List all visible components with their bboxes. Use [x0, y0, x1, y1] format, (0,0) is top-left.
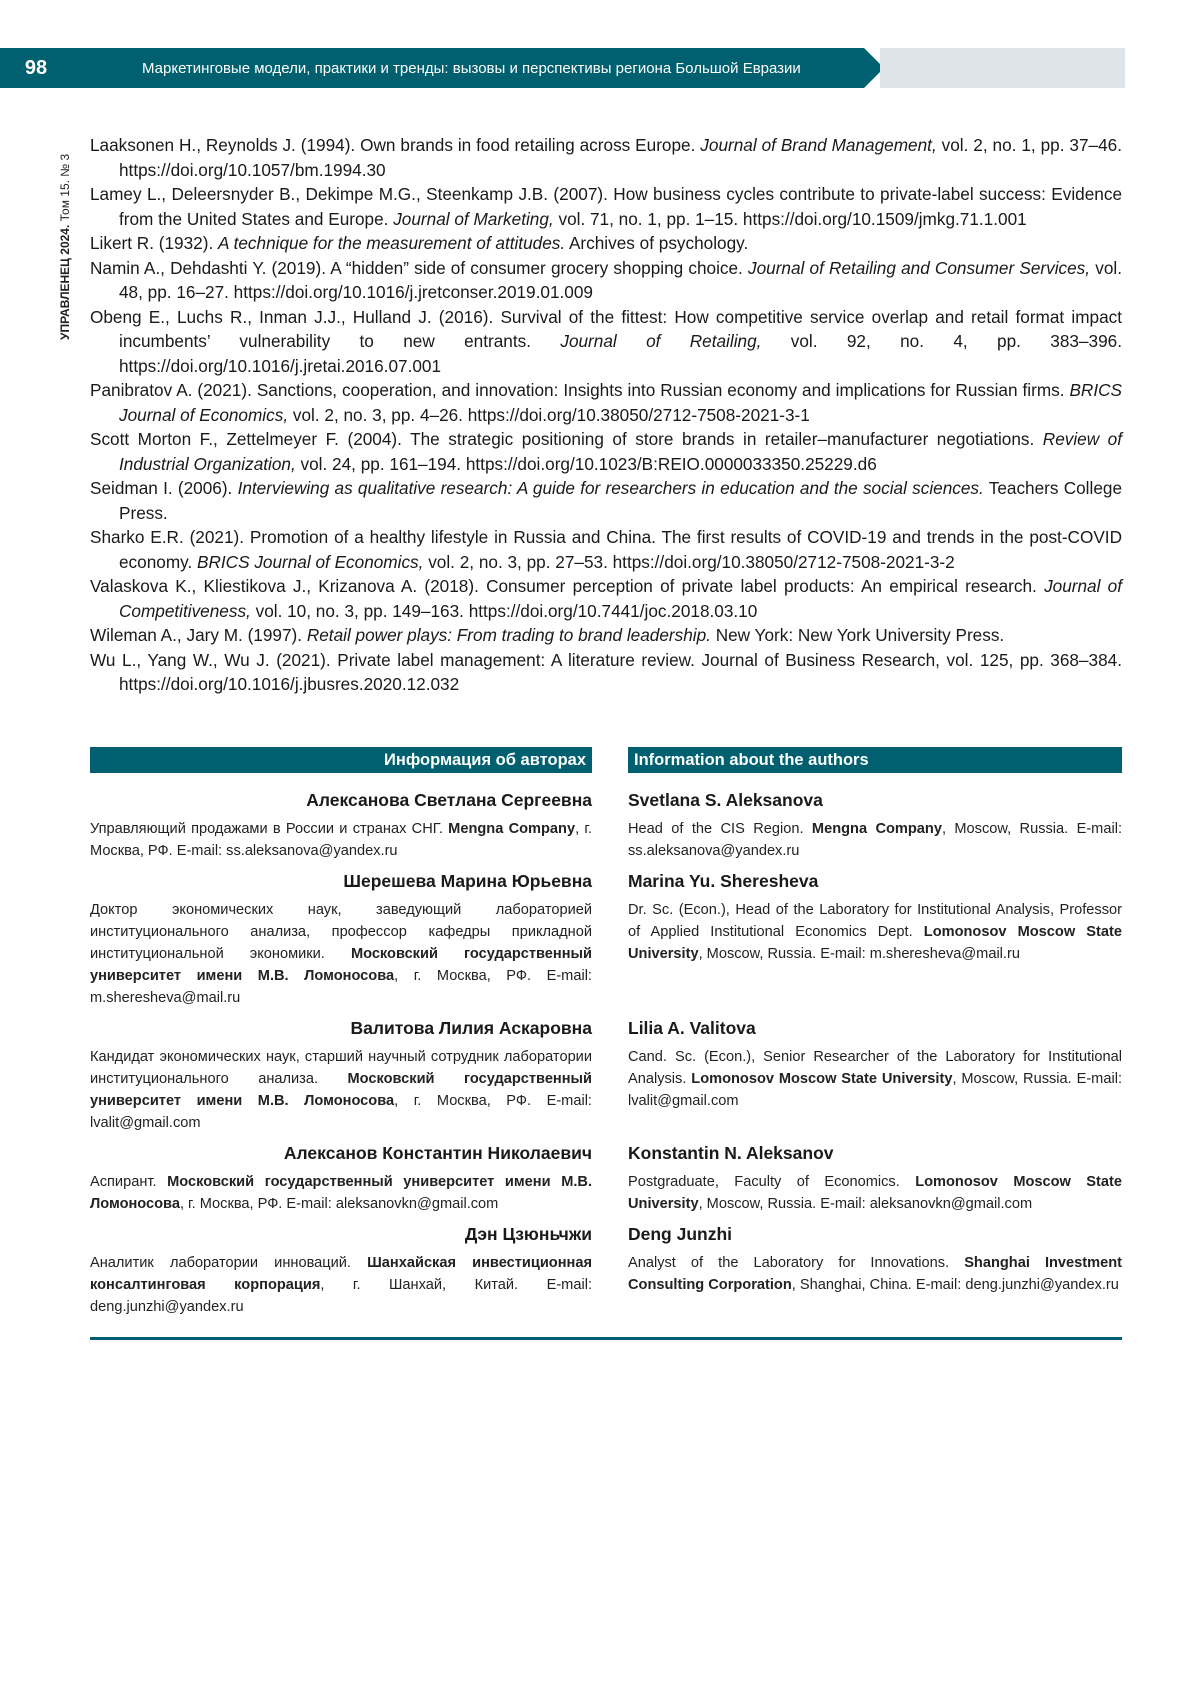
author-affiliation: Dr. Sc. (Econ.), Head of the Laboratory for Institutional Analysis, Professor of Applied Institutional Economics Dept. Lomonosov Moscow State University, Moscow, Russia. E-mail: m.sheresheva@mail.ru: [628, 899, 1122, 965]
author-name: Алексанов Константин Николаевич: [90, 1142, 592, 1164]
author-name: Дэн Цзюньчжи: [90, 1223, 592, 1245]
author-affiliation: Postgraduate, Faculty of Economics. Lomonosov Moscow State University, Moscow, Russia. E-mail: aleksanovkn@gmail.com: [628, 1171, 1122, 1215]
author-name: Marina Yu. Sheresheva: [628, 870, 1122, 892]
authors-heading-ru: Информация об авторах: [90, 747, 592, 773]
author-affiliation: Управляющий продажами в России и странах СНГ. Mengna Company, г. Москва, РФ. E-mail: ss.aleksanova@yandex.ru: [90, 818, 592, 862]
author-block-en: [628, 1142, 1122, 1215]
page-header: [0, 48, 1125, 88]
author-name: Svetlana S. Aleksanova: [628, 789, 1122, 811]
reference-item: Lamey L., Deleersnyder B., Dekimpe M.G., Steenkamp J.B. (2007). How business cycles contribute to private-label success: Evidence from the United States and Europe. Journal of Marketing, vol. 71, no. 1, pp. 1–15. https://doi.org/10.1509/jmkg.71.1.001: [90, 182, 1122, 231]
author-block-ru: [90, 1017, 592, 1134]
author-block-ru: [90, 1142, 592, 1215]
reference-item: Wileman A., Jary M. (1997). Retail power plays: From trading to brand leadership. New York: New York University Press.: [90, 623, 1122, 648]
side-running-text: [58, 154, 72, 340]
author-block-ru: [90, 1223, 592, 1318]
reference-item: Obeng E., Luchs R., Inman J.J., Hulland J. (2016). Survival of the fittest: How competitive service overlap and retail format impact incumbents’ vulnerability to new entrants. Journal of Retailing, vol. 92, no. 4, pp. 383–396. https://doi.org/10.1016/j.jretai.2016.07.001: [90, 305, 1122, 379]
side-journal: УПРАВЛЕНЕЦ 2024.: [58, 225, 72, 340]
author-affiliation: Аналитик лаборатории инноваций. Шанхайская инвестиционная консалтинговая корпорация, г. Шанхай, Китай. E-mail: deng.junzhi@yandex.ru: [90, 1252, 592, 1318]
author-name: Lilia A. Valitova: [628, 1017, 1122, 1039]
author-block-ru: [90, 870, 592, 1009]
section-divider: [90, 1337, 1122, 1340]
page-number: 98: [0, 48, 112, 88]
running-title: Маркетинговые модели, практики и тренды: вызовы и перспективы региона Большой Евразии: [112, 48, 884, 88]
reference-item: Scott Morton F., Zettelmeyer F. (2004). The strategic positioning of store brands in retailer–manufacturer negotiations. Review of Industrial Organization, vol. 24, pp. 161–194. https://doi.org/10.1023/B:REIO.0000033350.25229.d6: [90, 427, 1122, 476]
author-name: Алексанова Светлана Сергеевна: [90, 789, 592, 811]
reference-item: Laaksonen H., Reynolds J. (1994). Own brands in food retailing across Europe. Journal of Brand Management, vol. 2, no. 1, pp. 37–46. https://doi.org/10.1057/bm.1994.30: [90, 133, 1122, 182]
reference-item: Panibratov A. (2021). Sanctions, cooperation, and innovation: Insights into Russian economy and implications for Russian firms. BRICS Journal of Economics, vol. 2, no. 3, pp. 4–26. https://doi.org/10.38050/2712-7508-2021-3-1: [90, 378, 1122, 427]
author-block-ru: [90, 789, 592, 862]
author-affiliation: Кандидат экономических наук, старший научный сотрудник лаборатории институционального анализа. Московский государственный университет имени М.В. Ломоносова, г. Москва, РФ. E-mail: lvalit@gmail.com: [90, 1046, 592, 1134]
author-block-en: [628, 789, 1122, 862]
author-affiliation: Cand. Sc. (Econ.), Senior Researcher of the Laboratory for Institutional Analysis. Lomonosov Moscow State University, Moscow, Russia. E-mail: lvalit@gmail.com: [628, 1046, 1122, 1112]
author-affiliation: Аспирант. Московский государственный университет имени М.В. Ломоносова, г. Москва, РФ. E-mail: aleksanovkn@gmail.com: [90, 1171, 592, 1215]
reference-item: Namin A., Dehdashti Y. (2019). A “hidden” side of consumer grocery shopping choice. Journal of Retailing and Consumer Services, vol. 48, pp. 16–27. https://doi.org/10.1016/j.jretconser.2019.01.009: [90, 256, 1122, 305]
author-affiliation: Доктор экономических наук, заведующий лабораторией институционального анализа, профессор кафедры прикладной институциональной экономики. Московский государственный университет имени М.В. Ломоносова, г. Москва, РФ. E-mail: m.sheresheva@mail.ru: [90, 899, 592, 1009]
author-name: Шерешева Марина Юрьевна: [90, 870, 592, 892]
author-name: Валитова Лилия Аскаровна: [90, 1017, 592, 1039]
authors-heading-en: Information about the authors: [628, 747, 1122, 773]
author-name: Konstantin N. Aleksanov: [628, 1142, 1122, 1164]
reference-item: Seidman I. (2006). Interviewing as qualitative research: A guide for researchers in education and the social sciences. Teachers College Press.: [90, 476, 1122, 525]
author-affiliation: Analyst of the Laboratory for Innovations. Shanghai Investment Consulting Corporation, Shanghai, China. E-mail: deng.junzhi@yandex.ru: [628, 1252, 1122, 1296]
author-block-en: [628, 1017, 1122, 1112]
side-issue: Том 15. № 3: [58, 154, 72, 222]
header-decoration: [880, 48, 1125, 88]
author-block-en: [628, 870, 1122, 965]
author-affiliation: Head of the CIS Region. Mengna Company, Moscow, Russia. E-mail: ss.aleksanova@yandex.ru: [628, 818, 1122, 862]
author-name: Deng Junzhi: [628, 1223, 1122, 1245]
reference-list: [90, 133, 1122, 697]
reference-item: Likert R. (1932). A technique for the measurement of attitudes. Archives of psychology.: [90, 231, 1122, 256]
reference-item: Valaskova K., Kliestikova J., Krizanova A. (2018). Consumer perception of private label products: An empirical research. Journal of Competitiveness, vol. 10, no. 3, pp. 149–163. https://doi.org/10.7441/joc.2018.03.10: [90, 574, 1122, 623]
reference-item: Sharko E.R. (2021). Promotion of a healthy lifestyle in Russia and China. The first results of COVID-19 and trends in the post-COVID economy. BRICS Journal of Economics, vol. 2, no. 3, pp. 27–53. https://doi.org/10.38050/2712-7508-2021-3-2: [90, 525, 1122, 574]
reference-item: Wu L., Yang W., Wu J. (2021). Private label management: A literature review. Journal of Business Research, vol. 125, pp. 368–384. https://doi.org/10.1016/j.jbusres.2020.12.032: [90, 648, 1122, 697]
author-block-en: [628, 1223, 1122, 1296]
